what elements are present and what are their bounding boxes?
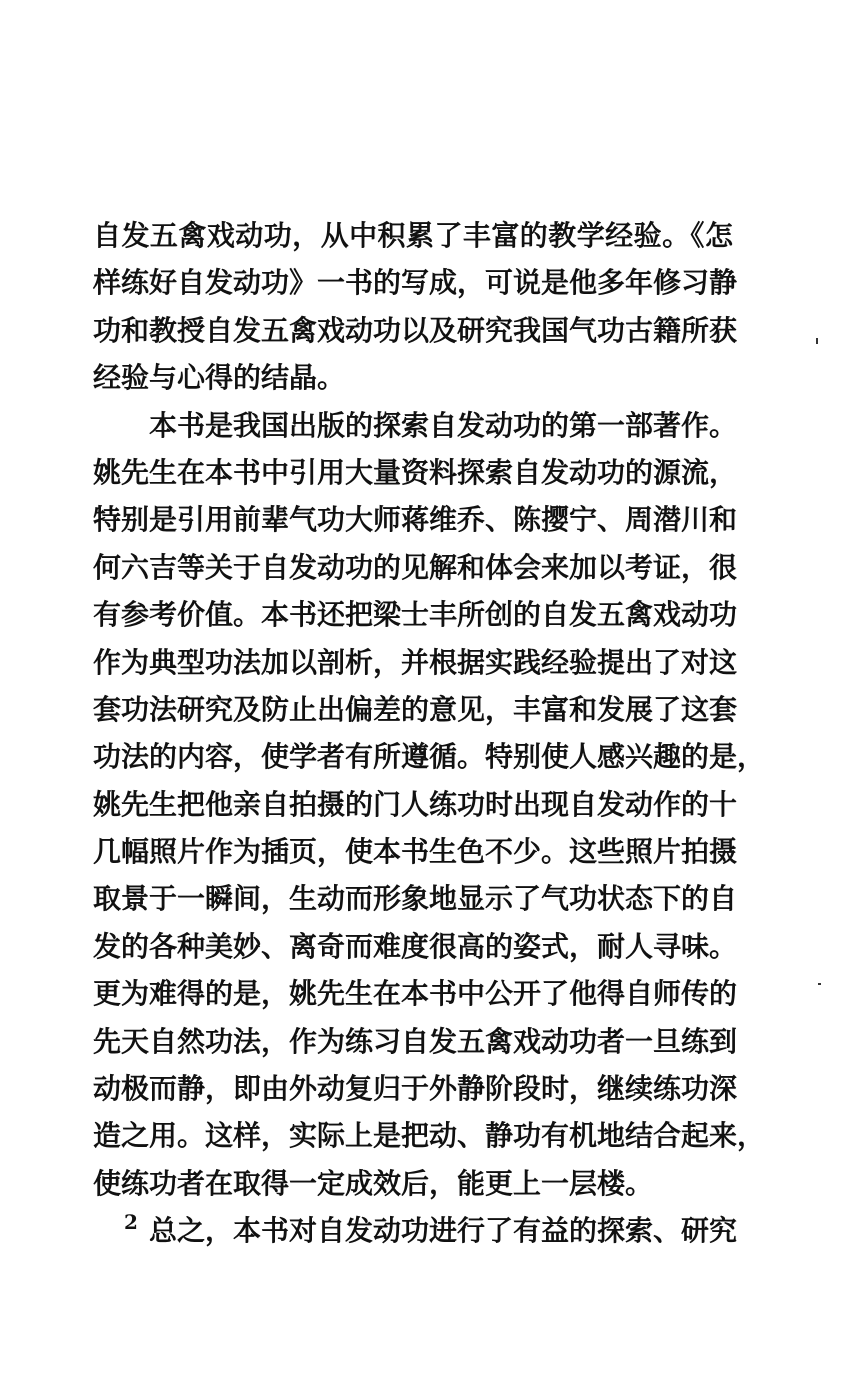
paragraph-start-line: 本书是我国出版的探索自发动功的第一部著作。 <box>149 408 738 442</box>
paragraph-start-line: 总之，本书对自发动功进行了有益的探索、研究 <box>149 1214 738 1248</box>
text-line: 几幅照片作为插页，使本书生色不少。这些照片拍摄 <box>93 835 738 869</box>
scan-speck <box>818 983 821 985</box>
scan-speck <box>816 338 818 344</box>
text-line: 经验与心得的结晶。 <box>93 361 346 395</box>
text-line: 何六吉等关于自发动功的见解和体会来加以考证，很 <box>93 550 738 584</box>
text-line: 有参考价值。本书还把梁士丰所创的自发五禽戏动功 <box>93 598 738 632</box>
text-line: 发的各种美妙、离奇而难度很高的姿式，耐人寻味。 <box>93 929 738 963</box>
text-line: 自发五禽戏动功，从中积累了丰富的教学经验。《怎 <box>93 219 733 252</box>
text-line: 套功法研究及防止出偏差的意见，丰富和发展了这套 <box>93 692 738 726</box>
body-text <box>93 212 766 1255</box>
text-line: 取景于一瞬间，生动而形象地显示了气功状态下的自 <box>93 882 738 916</box>
text-line: 造之用。这样，实际上是把动、静功有机地结合起来， <box>93 1119 766 1153</box>
text-line: 作为典型功法加以剖析，并根据实践经验提出了对这 <box>93 645 738 679</box>
text-line: 特别是引用前辈气功大师蒋维乔、陈撄宁、周潜川和 <box>93 503 738 537</box>
text-line: 先天自然功法，作为练习自发五禽戏动功者一旦练到 <box>93 1024 738 1058</box>
text-line: 姚先生在本书中引用大量资料探索自发动功的源流， <box>93 455 738 489</box>
text-line: 姚先生把他亲自拍摄的门人练功时出现自发动作的十 <box>93 787 738 821</box>
text-line: 样练好自发动功》一书的写成，可说是他多年修习静 <box>93 266 738 300</box>
text-line: 更为难得的是，姚先生在本书中公开了他得自师传的 <box>93 977 738 1011</box>
text-line: 使练功者在取得一定成效后，能更上一层楼。 <box>93 1166 654 1200</box>
text-line: 功法的内容，使学者有所遵循。特别使人感兴趣的是， <box>93 740 766 774</box>
page-number: 2 <box>124 1210 138 1234</box>
text-line: 动极而静，即由外动复归于外静阶段时，继续练功深 <box>93 1072 738 1106</box>
text-line: 功和教授自发五禽戏动功以及研究我国气功古籍所获 <box>93 313 738 347</box>
